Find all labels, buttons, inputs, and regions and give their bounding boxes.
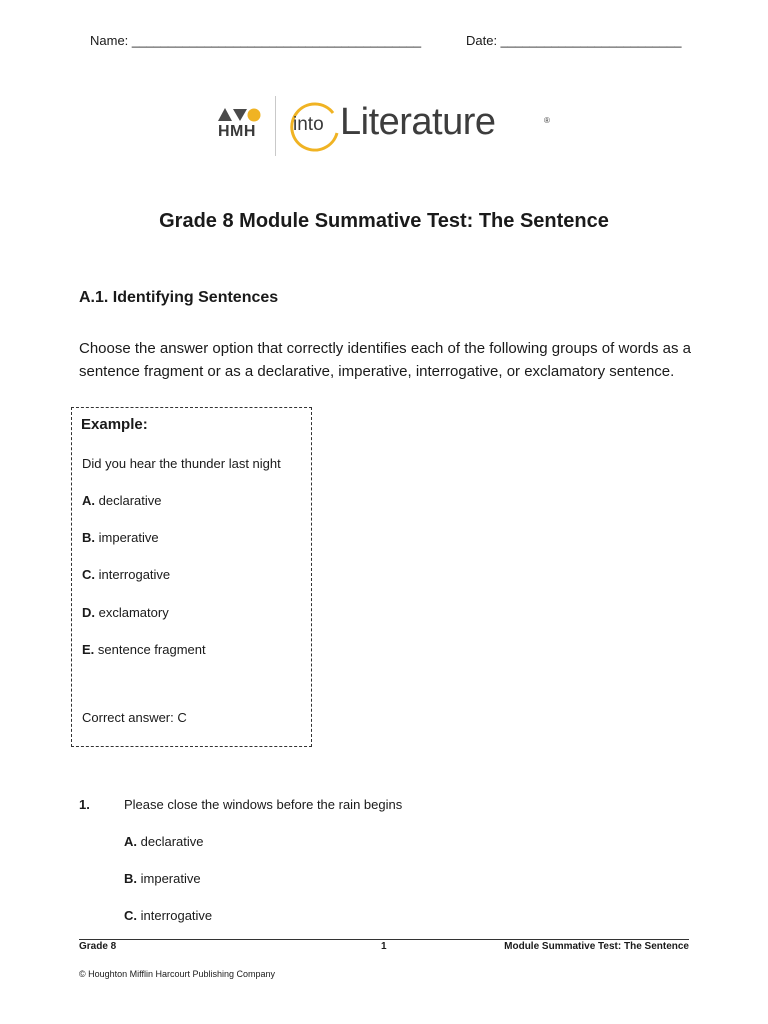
example-correct-answer: Correct answer: C [82, 710, 187, 725]
example-option-e: E. sentence fragment [82, 642, 206, 657]
logo-divider [275, 96, 276, 156]
question-1-option-c: C. interrogative [124, 908, 213, 923]
instructions-text: Choose the answer option that correctly identifies each of the following groups of words as a sentence fragment or as a declarative, imperative, interrogative, or exclamatory sentence. [79, 340, 692, 380]
example-option-a: A. declarative [82, 493, 162, 508]
example-prompt: Did you hear the thunder last night [82, 456, 281, 471]
example-heading: Example: [81, 416, 148, 433]
registered-mark: ® [544, 116, 550, 125]
literature-wordmark: Literature [340, 101, 496, 143]
name-field-label: Name: ________________________________________ [90, 33, 422, 48]
footer-grade: Grade 8 [79, 941, 117, 952]
example-option-d: D. exclamatory [82, 605, 169, 620]
copyright-notice: © Houghton Mifflin Harcourt Publishing Company [79, 969, 276, 979]
hmh-into-literature-logo [218, 96, 558, 158]
footer-page-number: 1 [381, 941, 387, 952]
example-option-b: B. imperative [82, 530, 159, 545]
question-1-prompt: Please close the windows before the rain begins [124, 797, 403, 812]
hmh-shapes-icon [218, 107, 262, 123]
into-wordmark: into [293, 114, 324, 135]
footer-rule [79, 939, 689, 940]
footer-test-title: Module Summative Test: The Sentence [504, 941, 689, 952]
hmh-wordmark: HMH [218, 123, 256, 140]
date-field-label: Date: _________________________ [466, 33, 682, 48]
question-1-option-b: B. imperative [124, 871, 201, 886]
question-1-option-a: A. declarative [124, 834, 204, 849]
question-1-number: 1. [79, 797, 90, 812]
section-heading: A.1. Identifying Sentences [79, 289, 279, 306]
page-title: Grade 8 Module Summative Test: The Sentence [159, 210, 609, 232]
example-option-c: C. interrogative [82, 567, 171, 582]
